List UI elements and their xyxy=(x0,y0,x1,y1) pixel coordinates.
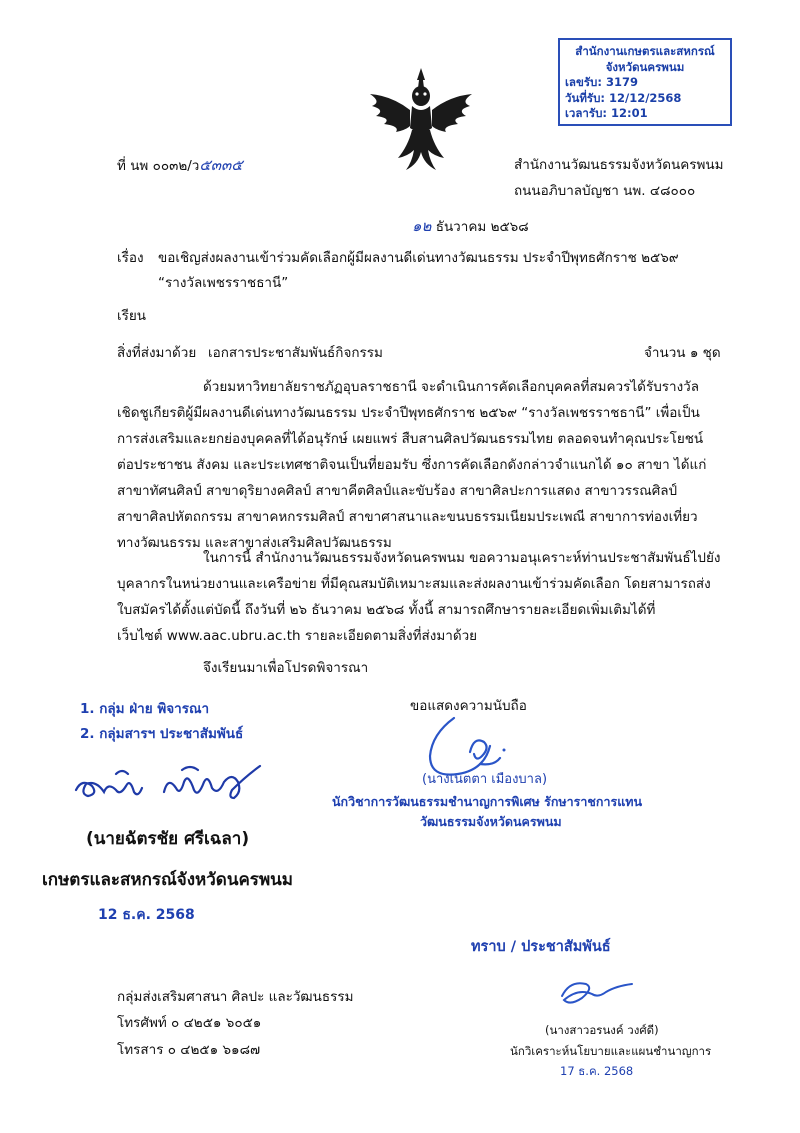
enclosure-label: สิ่งที่ส่งมาด้วย xyxy=(117,345,197,361)
garuda-emblem-icon xyxy=(362,66,480,176)
stamp-receive-date: วันที่รับ: 12/12/2568 xyxy=(565,90,682,105)
contact-phone: โทรศัพท์ ๐ ๔๒๕๑ ๖๐๕๑ xyxy=(117,1015,262,1031)
enclosure-qty: จำนวน ๑ ชุด xyxy=(644,345,721,361)
contact-fax: โทรสาร ๐ ๔๒๕๑ ๖๑๘๗ xyxy=(117,1042,261,1058)
signer-name: (นางเนตตา เมืองบาล) xyxy=(422,772,548,787)
subject-line2: “รางวัลเพชรราชธานี” xyxy=(158,275,289,291)
salutation: เรียน xyxy=(117,308,147,324)
reviewer-date: 17 ธ.ค. 2568 xyxy=(560,1064,634,1078)
org-name: สำนักงานวัฒนธรรมจังหวัดนครพนม xyxy=(514,157,724,173)
org-address: ถนนอภิบาลบัญชา นพ. ๔๘๐๐๐ xyxy=(514,183,696,199)
closing-line: จึงเรียนมาเพื่อโปรดพิจารณา xyxy=(203,660,369,676)
approver-name: (นายฉัตรชัย ศรีเฉลา) xyxy=(86,829,250,849)
stamp-org-line2: จังหวัดนครพนม xyxy=(605,59,685,74)
paragraph-2: ในการนี้ สำนักงานวัฒนธรรมจังหวัดนครพนม ขอความอนุเคราะห์ท่านประชาสัมพันธ์ไปยัง บุคลากรในหน่วยงานและเครือข่าย ที่มีคุณสมบัติเหมาะสมและส่งผลงานเข้าร่วมคัดเลือก โดยสามารถส่ง ใบสมัครได้ตั้งแต่บัดนี้ ถึงวันที่ ๒๖ ธันวาคม ๒๕๖๘ ทั้งนี้ สามารถศึกษารายละเอียดเพิ่มเติมได้ที่ เว็บไซต์ www.aac.ubru.ac.th รายละเอียดตามสิ่งที่ส่งมาด้วย xyxy=(117,550,721,644)
subject-line1: ขอเชิญส่งผลงานเข้าร่วมคัดเลือกผู้มีผลงานดีเด่นทางวัฒนธรรม ประจำปีพุทธศักราช ๒๕๖๙ xyxy=(158,250,679,266)
acknowledge-text: ทราบ / ประชาสัมพันธ์ xyxy=(471,939,611,955)
doc-number: ที่ นพ ๐๐๓๒/ว๕๓๓๕ xyxy=(117,156,243,174)
regards-line: ขอแสดงความนับถือ xyxy=(410,698,527,714)
reviewer-signature-icon xyxy=(552,974,642,1010)
enclosure-item: เอกสารประชาสัมพันธ์กิจกรรม xyxy=(208,345,383,361)
annotation-item-2: 2. กลุ่มสารฯ ประชาสัมพันธ์ xyxy=(80,726,244,742)
letter-date: ๑๒ ธันวาคม ๒๕๖๘ xyxy=(412,217,529,235)
paragraph-1: ด้วยมหาวิทยาลัยราชภัฏอุบลราชธานี จะดำเนินการคัดเลือกบุคคลที่สมควรได้รับรางวัล เชิดชูเกียรติผู้มีผลงานดีเด่นทางวัฒนธรรม ประจำปีพุทธศักราช ๒๕๖๙ “รางวัลเพชรราชธานี” เพื่อเป็น การส่งเสริมและยกย่องบุคคลที่ได้อนุรักษ์ เผยแพร่ สืบสานศิลปวัฒนธรรมไทย ตลอดจนทำคุณประโยชน์ ต่อประชาชน สังคม และประเทศชาติจนเป็นที่ยอมรับ ซึ่งการคัดเลือกดังกล่าวจำแนกได้ ๑๐ สาขา ได้แก่ สาขาทัศนศิลป์ สาขาดุริยางคศิลป์ สาขาคีตศิลป์และขับร้อง สาขาศิลปะการแสดง สาขาวรรณศิลป์ สาขาศิลปหัตถกรรม สาขาคหกรรมศิลป์ สาขาศาสนาและขนบธรรมเนียมประเพณี สาขาการท่องเที่ยว ทางวัฒนธรรม และสาขาส่งเสริมศิลปวัฒนธรรม xyxy=(117,379,707,551)
doc-number-handwritten: ๕๓๓๕ xyxy=(199,156,243,174)
approver-signature-icon xyxy=(72,752,272,812)
reviewer-title: นักวิเคราะห์นโยบายและแผนชำนาญการ xyxy=(510,1044,712,1058)
receive-stamp xyxy=(558,38,732,126)
date-day-handwritten: ๑๒ xyxy=(412,217,432,235)
stamp-receive-no: เลขรับ: 3179 xyxy=(565,75,638,89)
annotation-item-1: 1. กลุ่ม ฝ่าย พิจารณา xyxy=(80,701,210,717)
stamp-receive-time: เวลารับ: 12:01 xyxy=(565,106,648,120)
reviewer-name: (นางสาวอรนงค์ วงศ์ดี) xyxy=(545,1023,659,1037)
subject-label: เรื่อง xyxy=(117,250,144,266)
approver-title: เกษตรและสหกรณ์จังหวัดนครพนม xyxy=(42,870,293,890)
contact-division: กลุ่มส่งเสริมศาสนา ศิลปะ และวัฒนธรรม xyxy=(117,989,354,1005)
approver-date: 12 ธ.ค. 2568 xyxy=(98,907,195,923)
signer-title-1: นักวิชาการวัฒนธรรมชำนาญการพิเศษ รักษาราชการแทน xyxy=(332,794,643,809)
stamp-org-line1: สำนักงานเกษตรและสหกรณ์ xyxy=(575,44,715,58)
signer-title-2: วัฒนธรรมจังหวัดนครพนม xyxy=(420,814,562,829)
